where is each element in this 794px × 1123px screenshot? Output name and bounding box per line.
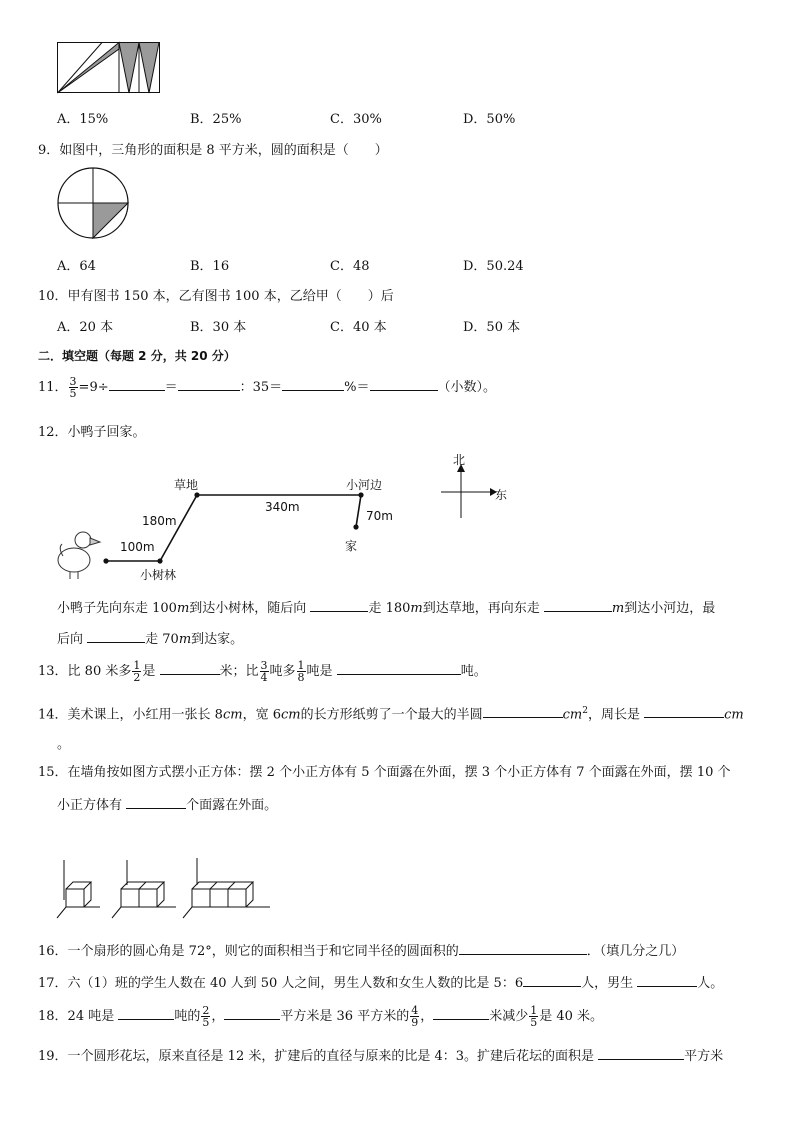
- map-distance-340: 340m: [265, 500, 300, 514]
- q9-option-a: A．64: [57, 259, 96, 274]
- q9-stem: 9．如图中，三角形的面积是 8 平方米，圆的面积是（ ）: [38, 143, 388, 158]
- q12-line-1: 小鸭子先向东走 100m到达小树林，随后向 走 180m到达草地，再向东走 m到达小河边，最: [57, 597, 764, 618]
- q9-option-d: D．50.24: [463, 259, 524, 274]
- q13: 13．比 80 米多 $\frac{1}{2}$ 是 米；比 $\frac{3}{4}$ 吨多 $\frac{1}{8}$ 吨是 吨。: [38, 659, 487, 684]
- map-label-home: 家: [345, 539, 358, 553]
- q18-fraction-3: $\frac{1}{5}$: [530, 1004, 538, 1029]
- q17-blank-2[interactable]: [637, 972, 697, 987]
- q9-option-b: B．16: [190, 259, 230, 274]
- q10-option-a: A．20 本: [57, 320, 114, 335]
- q17: 17．六（1）班的学生人数在 40 人到 50 人之间，男生人数和女生人数的比是 5：6 人，男生 人。: [38, 972, 764, 993]
- q13-fraction-2: $\frac{3}{4}$: [260, 659, 268, 684]
- q10-option-d: D．50 本: [463, 320, 521, 335]
- q18-blank-1[interactable]: [118, 1005, 174, 1020]
- map-distance-70: 70m: [366, 509, 393, 523]
- q11-number: 11．: [38, 380, 68, 395]
- q17-blank-1[interactable]: [523, 972, 581, 987]
- q15-line-2: 小正方体有 个面露在外面。: [57, 794, 764, 815]
- q15-line-1: 15．在墙角按如图方式摆小正方体：摆 2 个小正方体有 5 个面露在外面，摆 3 个小正方体有 7 个面露在外面，摆 10 个: [38, 765, 731, 780]
- q16-blank[interactable]: [459, 940, 587, 955]
- map-label-woods: 小树林: [140, 568, 177, 582]
- compass-north-label: 北: [453, 453, 466, 467]
- q19-blank[interactable]: [598, 1045, 684, 1060]
- section-title: 二．填空题（每题 2 分，共 20 分）: [38, 349, 236, 363]
- q18-fraction-1: $\frac{2}{5}$: [202, 1004, 210, 1029]
- q8-option-a: A．15%: [57, 112, 109, 127]
- q10-option-b: B．30 本: [190, 320, 247, 335]
- q18: 18．24 吨是 吨的 $\frac{2}{5}$ ， 平方米是 36 平方米的 $\frac{4}{9}$ ， 米减少 $\frac{1}{5}$ 是 40 米。: [38, 1004, 604, 1029]
- q14-end-mark: 。: [57, 737, 71, 752]
- q10-stem: 10．甲有图书 150 本，乙有图书 100 本，乙给甲（ ）后: [38, 289, 394, 304]
- q16: 16．一个扇形的圆心角是 72°，则它的面积相当于和它同半径的圆面积的 ．（填几分之几）: [38, 940, 764, 961]
- q12-stem: 12．小鸭子回家。: [38, 425, 146, 440]
- q19: 19．一个圆形花坛，原来直径是 12 米，扩建后的直径与原来的比是 4：3。扩建后花坛的面积是 平方米: [38, 1045, 764, 1066]
- q12-line-2: 后向 走 70m到达家。: [57, 628, 764, 649]
- map-label-grass: 草地: [174, 478, 199, 492]
- q8-option-c: C．30%: [330, 112, 382, 127]
- q9-option-c: C．48: [330, 259, 370, 274]
- q14-line-1: 14．美术课上，小红用一张长 8cm，宽 6cm的长方形纸剪了一个最大的半圆 $cm^2$，周长是 cm: [38, 702, 764, 724]
- map-distance-100: 100m: [120, 540, 155, 554]
- q13-fraction-3: $\frac{1}{8}$: [297, 659, 305, 684]
- q10-option-c: C．40 本: [330, 320, 387, 335]
- map-distance-180: 180m: [142, 514, 177, 528]
- compass-east-label: 东: [495, 488, 508, 502]
- q18-fraction-2: $\frac{4}{9}$: [411, 1004, 419, 1029]
- q18-blank-3[interactable]: [433, 1005, 489, 1020]
- q8-option-d: D．50%: [463, 112, 516, 127]
- q18-blank-2[interactable]: [224, 1005, 280, 1020]
- q13-fraction-1: $\frac{1}{2}$: [133, 659, 141, 684]
- map-label-river: 小河边: [346, 478, 383, 492]
- q11-fraction: $\frac{3}{5}$: [69, 375, 77, 400]
- q11: 11． $\frac{3}{5}$ =9÷ ＝ ：35＝ %＝ （小数）。: [38, 375, 497, 400]
- q8-option-b: B．25%: [190, 112, 242, 127]
